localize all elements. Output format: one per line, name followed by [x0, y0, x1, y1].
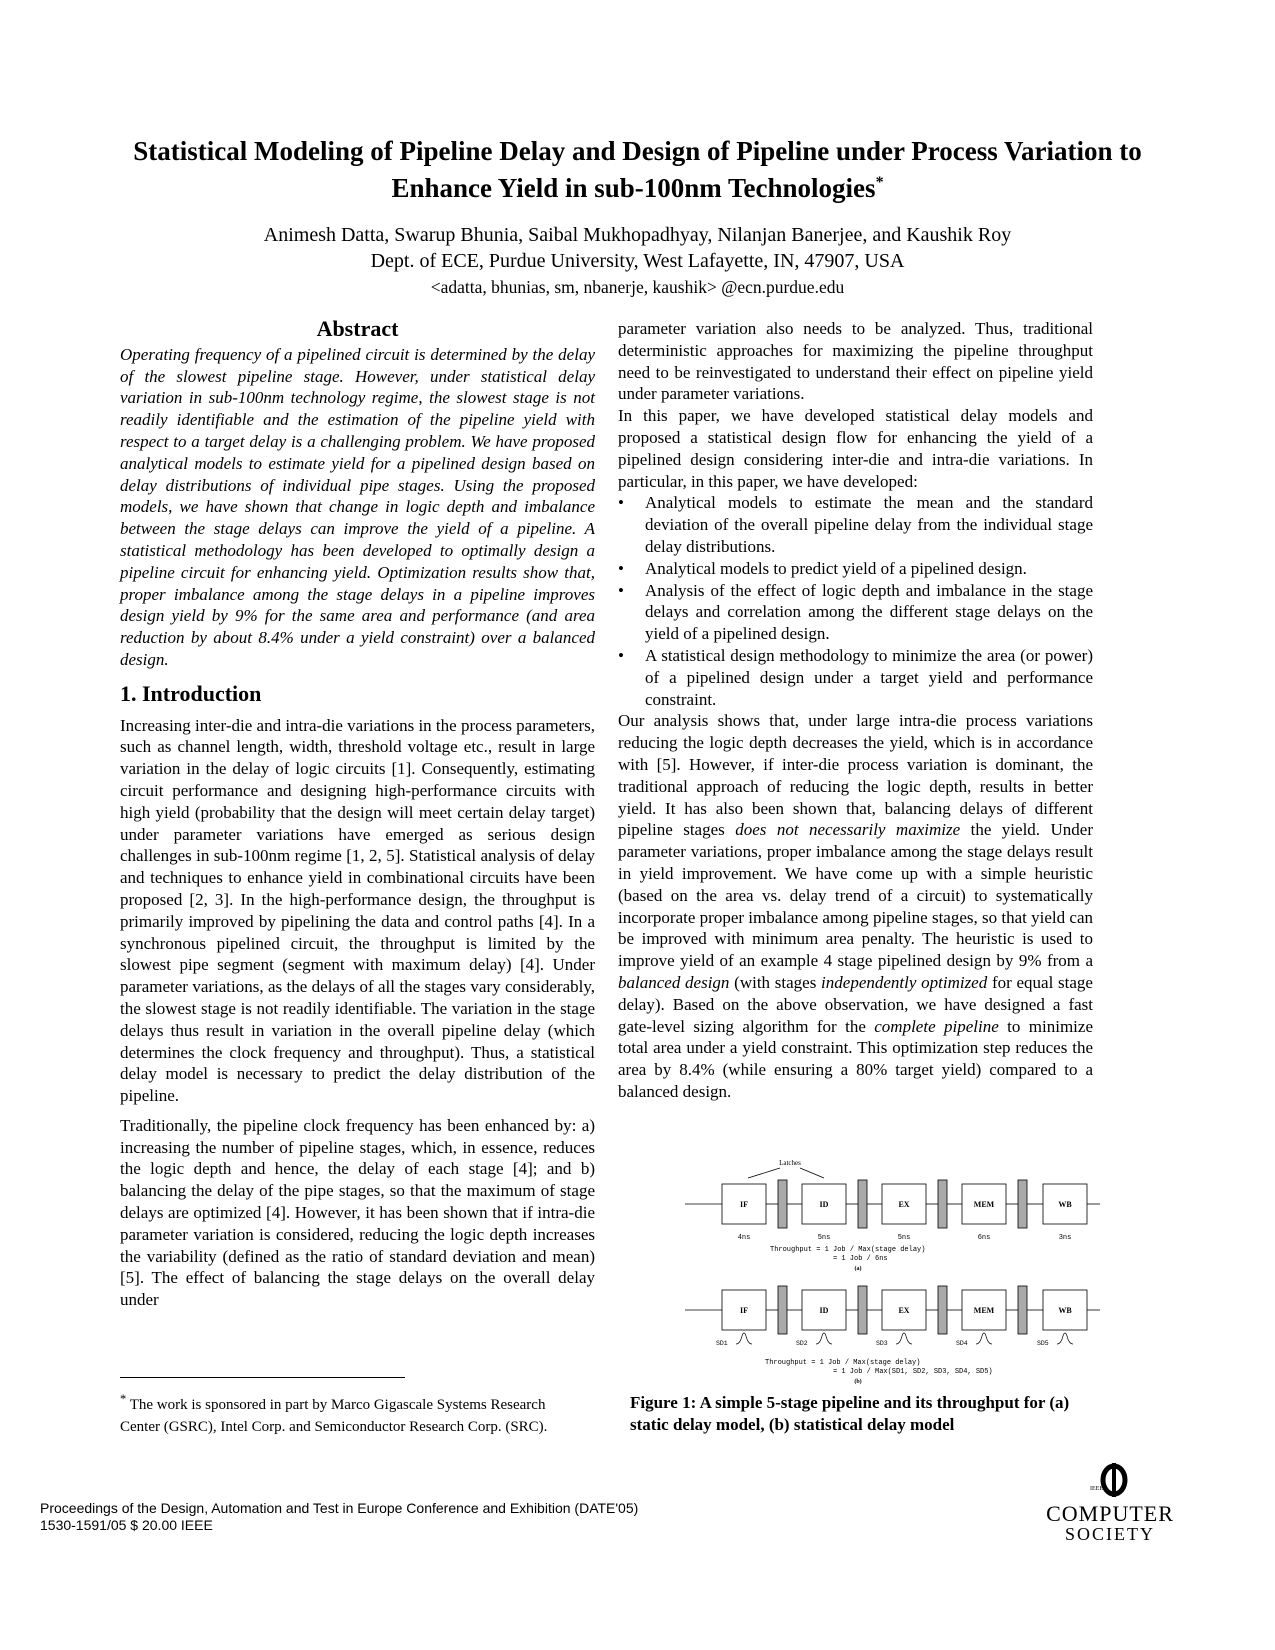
- stage-delay: 3ns: [1058, 1234, 1072, 1242]
- title-footnote-mark: *: [875, 174, 884, 191]
- latch: [938, 1180, 947, 1228]
- stage-delay: 5ns: [817, 1234, 831, 1242]
- stage-label: MEM: [973, 1200, 995, 1209]
- sd-label: SD2: [796, 1340, 808, 1347]
- latch: [1018, 1286, 1027, 1334]
- stage-label: MEM: [973, 1306, 995, 1315]
- svg-text:IEEE: IEEE: [1090, 1486, 1103, 1492]
- stage-delay: 5ns: [897, 1234, 911, 1242]
- latch: [778, 1180, 787, 1228]
- text: for equal stage delay). Based on the above observation, we have designed a fast gate-level sizing algorithm for the: [618, 972, 1093, 1036]
- sd-label: SD4: [956, 1340, 968, 1347]
- latch: [858, 1286, 867, 1334]
- abstract-text: Operating frequency of a pipelined circuit is determined by the delay of the slowest pipeline stage. However, under statistical delay variation in sub-100nm technology regime, the slowest stage is not readily identifiable and the estimation of the pipeline yield with respect to a target delay is a challenging problem. We have proposed analytical models to estimate yield for a pipelined design based on delay distributions of individual pipe stages. Using the proposed models, we have shown that change in logic depth and imbalance between the stage delays can improve the yield of a pipeline. A statistical methodology has been developed to optimally design a pipeline circuit for enhancing yield. Optimization results show that, proper imbalance among the stage delays in a pipeline improves design yield by 9% for the same area and performance (and area reduction by about 8.4% under a yield constraint) over a balanced design.: [120, 344, 595, 669]
- distribution-curve-icon: [816, 1333, 832, 1344]
- ieee-logo-icon: [1090, 1462, 1130, 1498]
- list-item: • Analytical models to predict yield of a pipelined design.: [645, 558, 1093, 580]
- stage-delay: 4ns: [737, 1234, 751, 1242]
- list-item: • Analysis of the effect of logic depth and imbalance in the stage delays and correlation among the different stage delays on the yield of a pipelined design.: [645, 580, 1093, 645]
- contribution-list: [618, 492, 1093, 710]
- intro-paragraph: Traditionally, the pipeline clock frequency has been enhanced by: a) increasing the number of pipeline stages, which, in essence, reduces the logic depth and hence, the delay of each stage [4]; and b) balancing the delay of the pipe stages, so that the maximum of stage delays are optimized [4]. However, it has been shown that if intra-die parameter variation is considered, reducing the logic depth increases the variability (defined as the ratio of standard deviation and mean) [5]. The effect of balancing the stage delays on the overall delay under: [120, 1115, 595, 1310]
- sd-label: SD1: [716, 1340, 728, 1347]
- stage-label: EX: [898, 1200, 910, 1209]
- emphasis: does not necessarily maximize: [735, 820, 961, 840]
- distribution-curve-icon: [976, 1333, 992, 1344]
- distribution-curve-icon: [896, 1333, 912, 1344]
- stage-label: EX: [898, 1306, 910, 1315]
- pipeline-figure: [640, 1150, 1100, 1390]
- title-text: Statistical Modeling of Pipeline Delay and Design of Pipeline under Process Variation to Enhance Yield in sub-100nm Technologies: [133, 136, 1142, 203]
- logo-text: COMPUTER: [1046, 1501, 1174, 1526]
- stage-label: WB: [1058, 1200, 1072, 1209]
- emphasis: complete pipeline: [874, 1016, 999, 1036]
- distribution-curve-icon: [736, 1333, 752, 1344]
- throughput-formula: Throughput = 1 Job / Max(stage delay): [770, 1246, 926, 1254]
- authors: Animesh Datta, Swarup Bhunia, Saibal Mukhopadhyay, Nilanjan Banerjee, and Kaushik Roy: [263, 224, 1012, 246]
- abstract-heading: Abstract: [316, 316, 399, 341]
- intro-paragraph: Increasing inter-die and intra-die variations in the process parameters, such as channel length, width, threshold voltage etc., result in large variation in the delay of logic circuits [1]. Consequently, estimating circuit performance and designing high-performance circuits with high yield (probability that the design will meet certain delay target) under parameter variations have emerged as serious design challenges in sub-100nm regime [1, 2, 5]. Statistical analysis of delay and techniques to enhance yield in combinational circuits have been proposed [2, 3]. In the high-performance design, the throughput is primarily improved by pipelining the data and control paths [4]. In a synchronous pipelined circuit, the throughput is limited by the slowest pipe segment (segment with maximum delay) [4]. Under parameter variations, as the delays of all the stages vary considerably, the slowest stage is not readily identifiable. The variation in the stage delays thus result in variation in the overall pipeline delay (which determines the clock frequency and throughput). Thus, a statistical delay model is necessary to predict the delay distribution of the pipeline.: [120, 715, 595, 1106]
- left-column: [120, 318, 595, 1319]
- footnote-rule: [120, 1377, 405, 1378]
- paragraph: [618, 710, 1093, 1102]
- paragraph: In this paper, we have developed statistical delay models and proposed a statistical design flow for enhancing the yield of a pipelined design considering inter-die and intra-die variations. In particular, in this paper, we have developed:: [618, 406, 1093, 491]
- sd-label: SD5: [1037, 1340, 1049, 1347]
- subfigure-label: (b): [854, 1379, 862, 1385]
- throughput-formula: Throughput = 1 Job / Max(stage delay): [765, 1359, 921, 1367]
- throughput-formula: = 1 Job / 6ns: [833, 1255, 888, 1263]
- copyright-line: 1530-1591/05 $ 20.00 IEEE: [40, 1517, 213, 1533]
- sd-label: SD3: [876, 1340, 888, 1347]
- affiliation: Dept. of ECE, Purdue University, West Lafayette, IN, 47907, USA: [370, 250, 905, 272]
- stage-label: ID: [819, 1306, 829, 1315]
- figure-caption: Figure 1: A simple 5-stage pipeline and its throughput for (a) static delay model, (b) statistical delay model: [630, 1393, 1070, 1434]
- proceedings-info: [40, 1500, 638, 1534]
- paper-title: [100, 135, 1175, 204]
- latch: [858, 1180, 867, 1228]
- proceedings-line: Proceedings of the Design, Automation and Test in Europe Conference and Exhibition (DATE'05): [40, 1500, 639, 1516]
- latch-pointer: [800, 1168, 824, 1178]
- text: to minimize total area under a yield constraint. This optimization step reduces the area by 8.4% (while ensuring a 80% target yield) compared to a balanced design.: [618, 1016, 1093, 1101]
- paragraph: parameter variation also needs to be analyzed. Thus, traditional deterministic approaches for maximizing the pipeline throughput need to be reinvestigated to understand their effect on pipeline yield under parameter variations.: [618, 319, 1093, 404]
- list-item: • Analytical models to estimate the mean and the standard deviation of the overall pipeline delay from the individual stage delay distributions.: [645, 492, 1093, 557]
- right-column: [618, 318, 1093, 1111]
- emphasis: independently optimized: [821, 972, 988, 992]
- text: Our analysis shows that, under large intra-die process variations reducing the logic depth decreases the yield, which is in accordance with [5]. However, if inter-die process variation is dominant, the traditional approach of reducing the logic depth, results in better yield. It has also been shown that, balancing delays of different pipeline stages: [618, 711, 1093, 840]
- text: the yield. Under parameter variations, proper imbalance among the stage delays result in yield improvement. We have come up with a simple heuristic (based on the area vs. delay trend of a circuit) to systematically incorporate proper imbalance among pipeline stages, so that yield can be improved with minimum area penalty. The heuristic is used to improve yield of an example 4 stage pipelined design by 9% from a: [618, 820, 1093, 971]
- footnote: [120, 1377, 580, 1438]
- latches-label: Latches: [779, 1159, 801, 1167]
- subfigure-label: (a): [854, 1266, 862, 1272]
- stage-delay: 6ns: [977, 1234, 991, 1242]
- footnote-mark: *: [120, 1392, 127, 1406]
- stage-label: IF: [740, 1306, 748, 1315]
- footnote-text: The work is sponsored in part by Marco Gigascale Systems Research Center (GSRC), Intel Corp. and Semiconductor Research Corp. (SRC).: [120, 1397, 548, 1435]
- intro-heading: 1. Introduction: [120, 680, 262, 706]
- stage-label: ID: [819, 1200, 829, 1209]
- latch-pointer: [748, 1168, 780, 1178]
- latch: [1018, 1180, 1027, 1228]
- ieee-computer-society-logo: [1045, 1462, 1175, 1543]
- emphasis: balanced design: [618, 972, 730, 992]
- distribution-curve-icon: [1057, 1333, 1073, 1344]
- author-block: [100, 222, 1175, 300]
- latch: [778, 1286, 787, 1334]
- stage-label: IF: [740, 1200, 748, 1209]
- email: <adatta, bhunias, sm, nbanerje, kaushik> @ecn.purdue.edu: [430, 277, 845, 297]
- stage-label: WB: [1058, 1306, 1072, 1315]
- list-item: • A statistical design methodology to minimize the area (or power) of a pipelined design under a target yield and performance constraint.: [645, 645, 1093, 710]
- text: (with stages: [729, 972, 822, 992]
- logo-text: SOCIETY: [1065, 1524, 1155, 1544]
- latch: [938, 1286, 947, 1334]
- throughput-formula: = 1 Job / Max(SD1, SD2, SD3, SD4, SD5): [833, 1368, 993, 1376]
